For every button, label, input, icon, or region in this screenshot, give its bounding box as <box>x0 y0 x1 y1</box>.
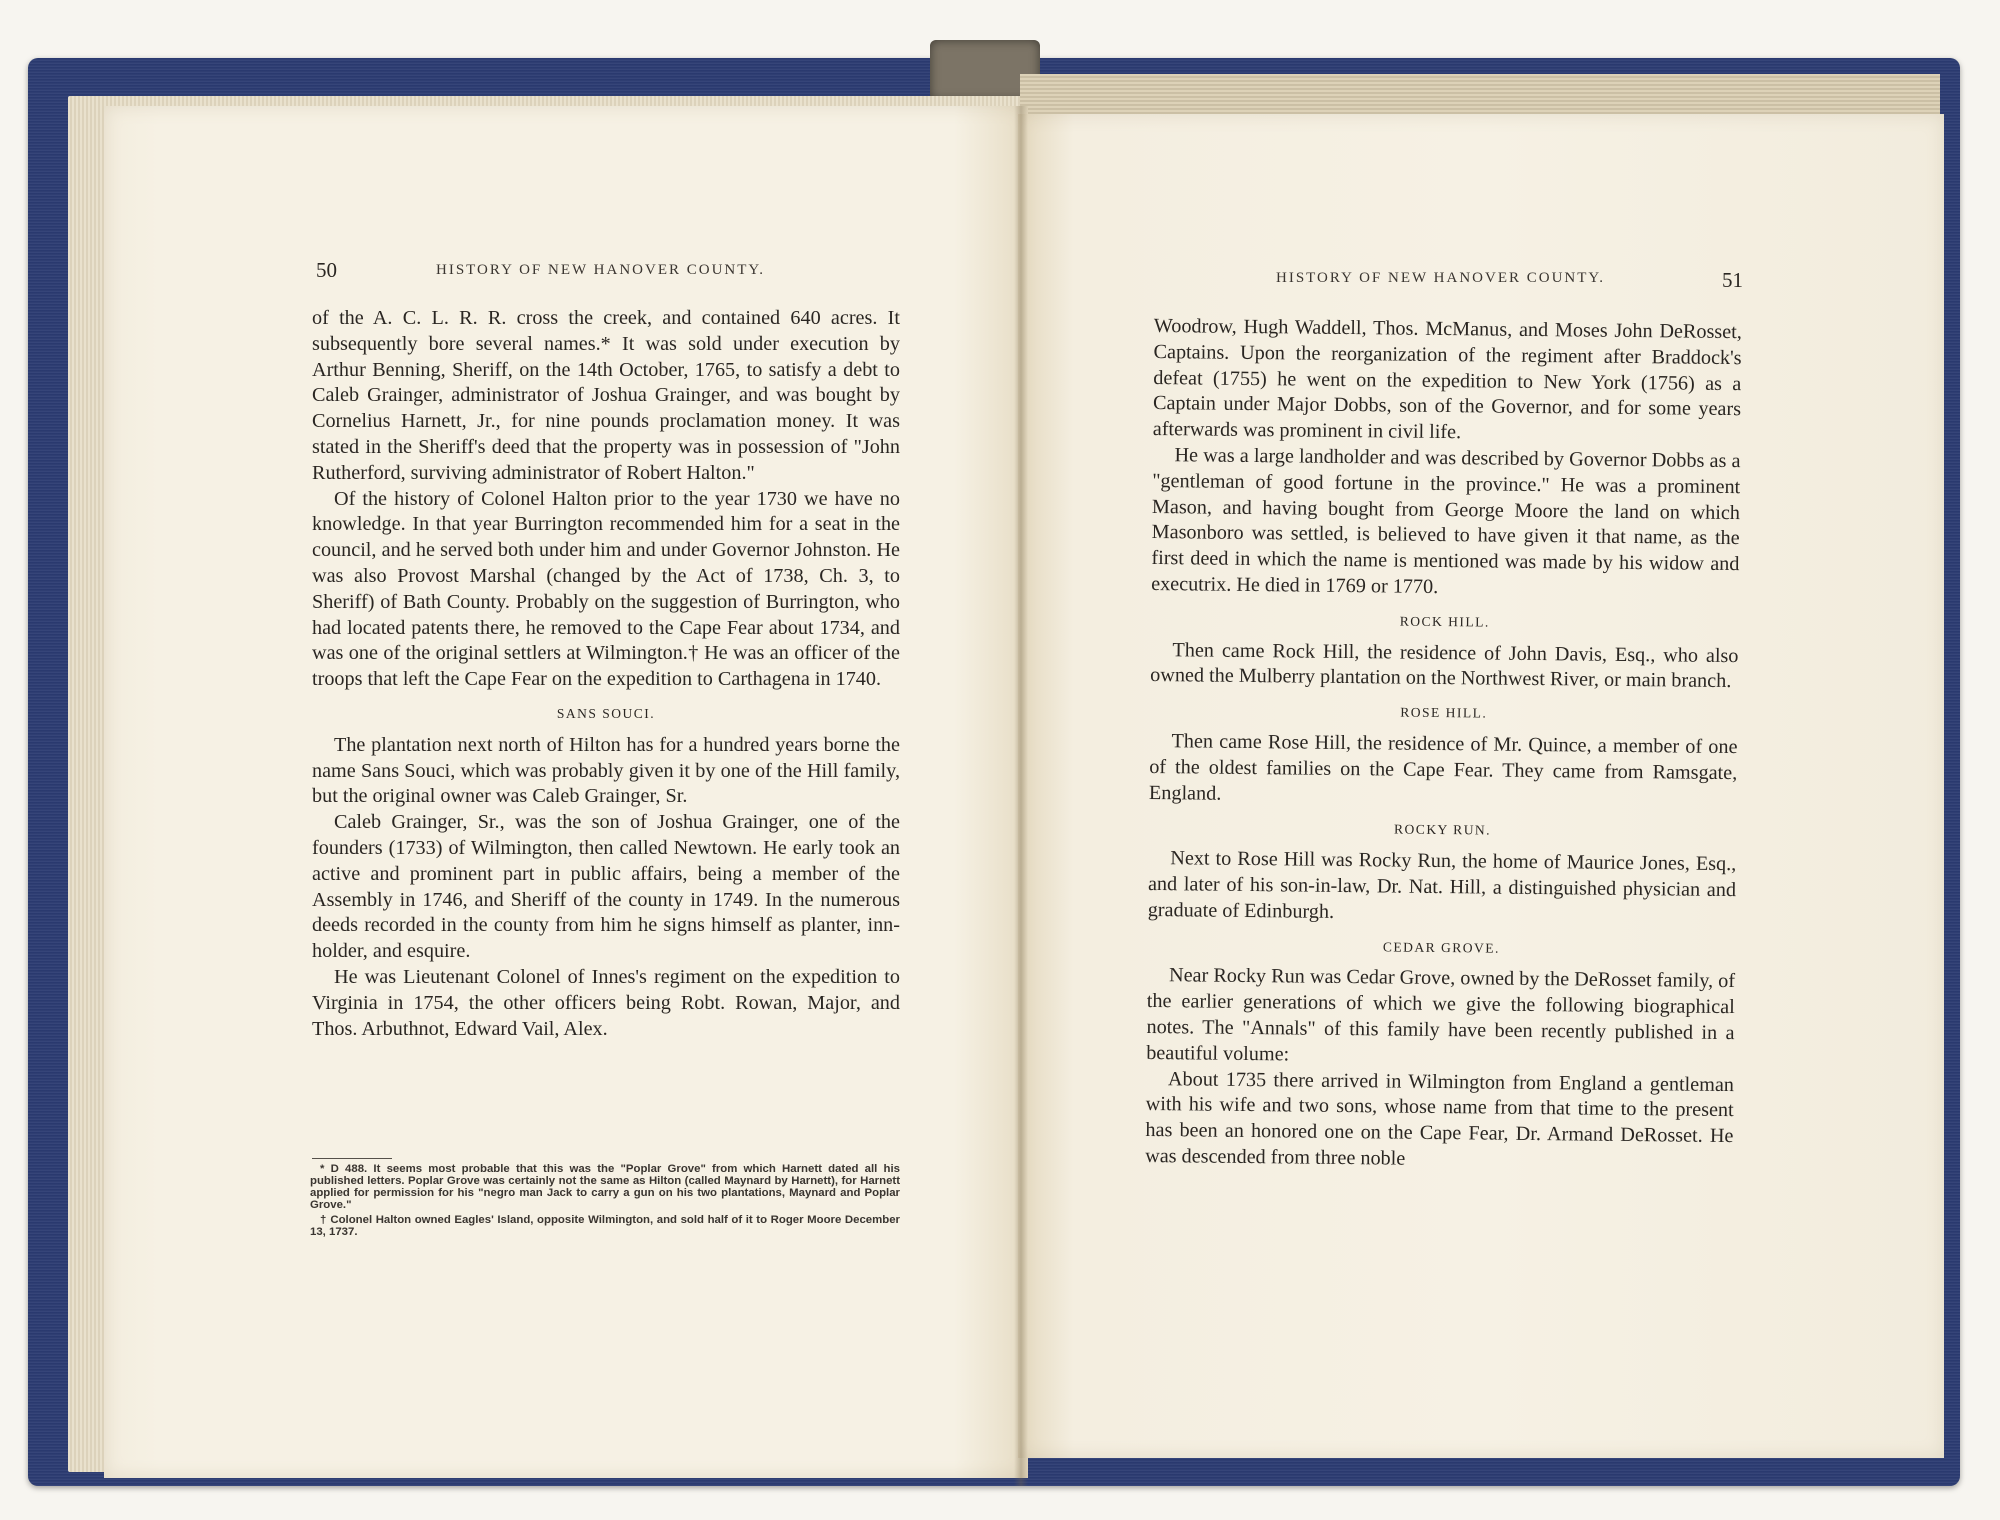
right-page-number: 51 <box>1722 268 1743 292</box>
footnotes <box>310 1163 900 1241</box>
paragraph: About 1735 there arrived in Wilmington from England a gentleman with his wife and two sons, whose name from that time to the present has been an honored one on the Cape Fear, Dr. Armand DeRosset. He was descended from three noble <box>1145 1067 1735 1170</box>
paragraph: He was a large landholder and was described by Governor Dobbs as a "gentleman of good fortune in the province." He was a prominent Mason, and having bought from George Moore the land on which Masonboro was settled, is believed to have given it that name, as the first deed in which the name is mentioned was made by his widow and executrix. He died in 1769 or 1770. <box>1151 444 1741 598</box>
footnote: † Colonel Halton owned Eagles' Island, opposite Wilmington, and sold half of it to Roger Moore December 13, 1737. <box>310 1214 900 1238</box>
paragraph: Near Rocky Run was Cedar Grove, owned by the DeRosset family, of the earlier generations of which we give the following biographical notes. The "Annals" of this family have been recently published in a beautiful volume: <box>1146 964 1736 1066</box>
paragraph: Next to Rose Hill was Rocky Run, the home of Maurice Jones, Esq., and later of his son-in-law, Dr. Nat. Hill, a distinguished physician and graduate of Edinburgh. <box>1147 847 1737 923</box>
book-gutter <box>1014 106 1028 1486</box>
right-text-block <box>1145 314 1742 1176</box>
paragraph: Then came Rock Hill, the residence of John Davis, Esq., who also owned the Mulberry plantation on the Northwest River, or main branch. <box>1150 638 1739 693</box>
footnote: * D 488. It seems most probable that this was the "Poplar Grove" from which Harnett dated all his published letters. Poplar Grove was certainly not the same as Hilton (called Maynard by Harnett), for Harnett applied for permission for his "negro man Jack to carry a gun on his two plantations, Maynard and Poplar Grove." <box>310 1163 900 1211</box>
left-running-head: HISTORY OF NEW HANOVER COUNTY. <box>436 262 766 278</box>
paragraph: Woodrow, Hugh Waddell, Thos. McManus, and Moses John DeRosset, Captains. Upon the reorganization of the regiment after Braddock's defeat (1755) he went on the expedition to New York (1756) as a Captain under Major Dobbs, son of the Governor, and for some years afterwards was prominent in civil life. <box>1152 314 1742 444</box>
section-heading-rocky-run: ROCKY RUN. <box>1394 821 1492 838</box>
paragraph: of the A. C. L. R. R. cross the creek, and contained 640 acres. It subsequently bore several names.* It was sold under execution by Arthur Benning, Sheriff, on the 14th October, 1765, to satisfy a debt to Caleb Grainger, administrator of Joshua Grainger, and was bought by Cornelius Harnett, Jr., for nine pounds proclamation money. It was stated in the Sheriff's deed that the property was in possession of "John Rutherford, surviving administrator of Robert Halton." <box>312 307 900 484</box>
left-text-block <box>312 306 900 1042</box>
paragraph: The plantation next north of Hilton has for a hundred years borne the name Sans Souci, which was probably given it by one of the Hill family, but the original owner was Caleb Grainger, Sr. <box>312 733 900 808</box>
footnote-rule <box>312 1158 392 1159</box>
right-running-head: HISTORY OF NEW HANOVER COUNTY. <box>1276 270 1606 286</box>
paragraph: Of the history of Colonel Halton prior to the year 1730 we have no knowledge. In that year Burrington recommended him for a seat in the council, and he served both under him and under Governor Johnston. He was also Provost Marshal (changed by the Act of 1738, Ch. 3, to Sheriff) of Bath County. Probably on the suggestion of Burrington, who had located patents there, he removed to the Cape Fear about 1734, and was one of the original settlers at Wilmington.† He was an officer of the troops that left the Cape Fear on the expedition to Carthagena in 1740. <box>312 487 900 691</box>
left-page-number: 50 <box>316 258 337 282</box>
section-heading-rose-hill: ROSE HILL. <box>1400 704 1488 721</box>
paragraph: He was Lieutenant Colonel of Innes's regiment on the expedition to Virginia in 1754, the other officers being Robt. Rowan, Major, and Thos. Arbuthnot, Edward Vail, Alex. <box>312 965 900 1040</box>
section-heading-rock-hill: ROCK HILL. <box>1399 613 1490 630</box>
paragraph: Then came Rose Hill, the residence of Mr. Quince, a member of one of the oldest families on the Cape Fear. They came from Ramsgate, England. <box>1148 730 1738 805</box>
paragraph: Caleb Grainger, Sr., was the son of Joshua Grainger, one of the founders (1733) of Wilmington, then called Newtown. He early took an active and prominent part in public affairs, being a member of the Assembly in 1746, and Sheriff of the county in 1749. In the numerous deeds recorded in the county from him he signs himself as planter, inn-holder, and esquire. <box>312 811 900 963</box>
section-heading-cedar-grove: CEDAR GROVE. <box>1382 938 1500 956</box>
section-heading-sans-souci: SANS SOUCI. <box>556 705 656 721</box>
